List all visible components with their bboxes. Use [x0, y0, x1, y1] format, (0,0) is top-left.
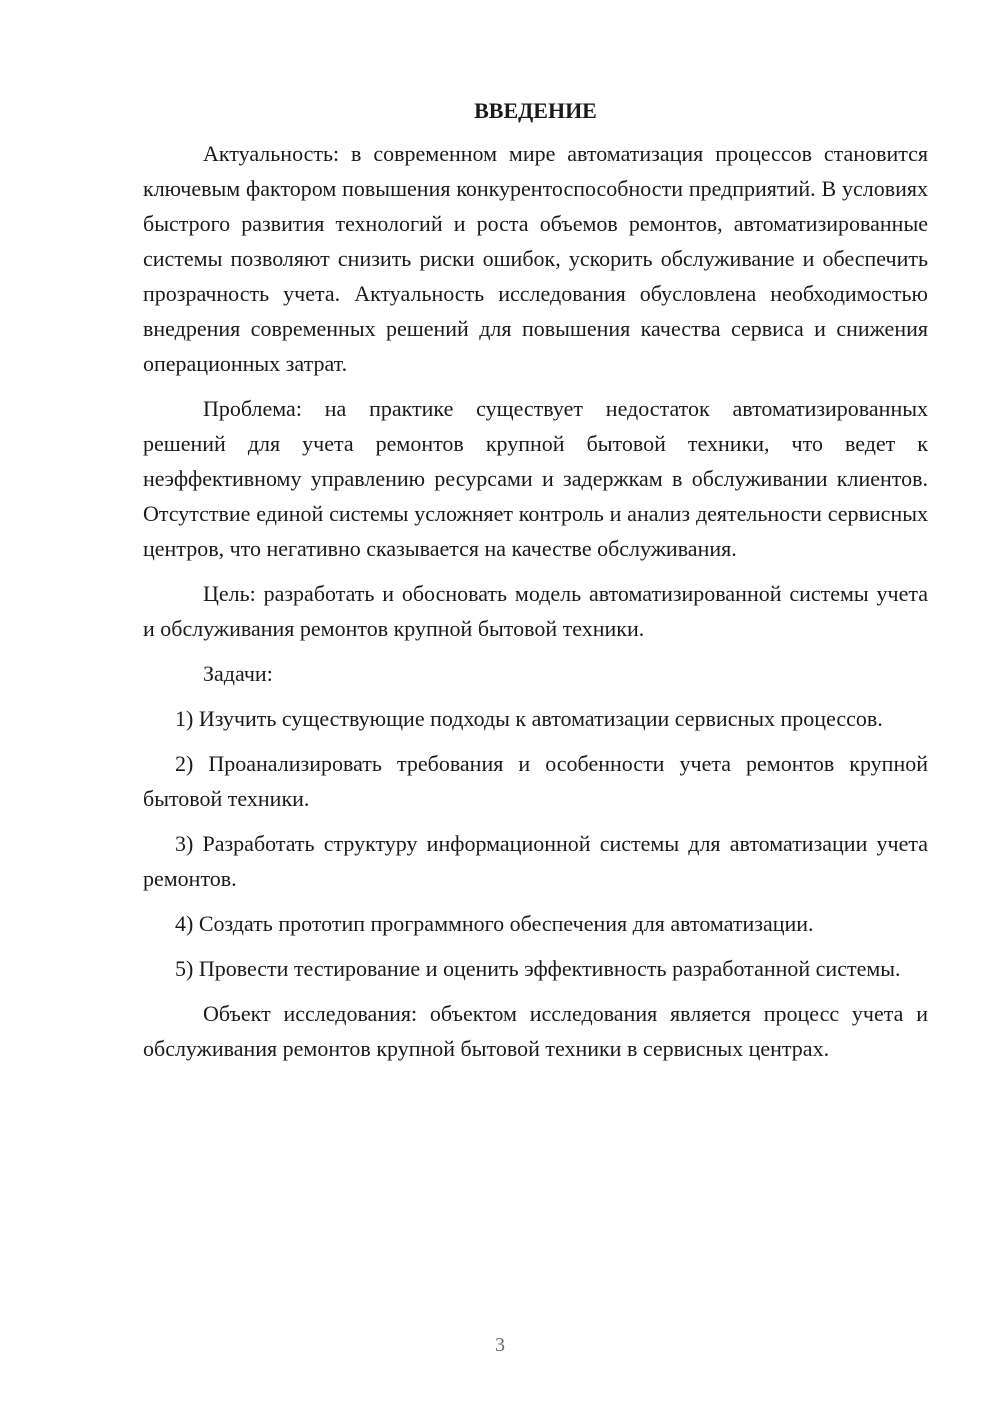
section-heading: ВВЕДЕНИЕ	[474, 98, 597, 123]
task-item: 3) Разработать структуру информационной системы для автоматизации учета ремонтов.	[143, 831, 928, 891]
task-item: 1) Изучить существующие подходы к автоматизации сервисных процессов.	[175, 706, 883, 731]
problem-paragraph: Проблема: на практике существует недостаток автоматизированных решений для учета ремонтов крупной бытовой техники, что ведет к неэффективному управлению ресурсами и задержкам в обслуживании клиентов. Отсутствие единой системы усложняет контроль и анализ деятельности сервисных центров, что негативно сказывается на качестве обслуживания.	[143, 396, 928, 561]
tasks-label: Задачи:	[203, 661, 273, 686]
task-item: 4) Создать прототип программного обеспечения для автоматизации.	[175, 911, 814, 936]
document-page	[143, 96, 928, 1076]
page-number: 3	[495, 1334, 505, 1356]
relevance-paragraph: Актуальность: в современном мире автоматизация процессов становится ключевым фактором повышения конкурентоспособности предприятий. В условиях быстрого развития технологий и роста объемов ремонтов, автоматизированные системы позволяют снизить риски ошибок, ускорить обслуживание и обеспечить прозрачность учета. Актуальность исследования обусловлена необходимостью внедрения современных решений для повышения качества сервиса и снижения операционных затрат.	[143, 141, 928, 376]
object-paragraph: Объект исследования: объектом исследования является процесс учета и обслуживания ремонтов крупной бытовой техники в сервисных центрах.	[143, 1001, 928, 1061]
task-item: 2) Проанализировать требования и особенности учета ремонтов крупной бытовой техники.	[143, 751, 928, 811]
goal-paragraph: Цель: разработать и обосновать модель автоматизированной системы учета и обслуживания ремонтов крупной бытовой техники.	[143, 581, 928, 641]
task-item: 5) Провести тестирование и оценить эффективность разработанной системы.	[175, 956, 901, 981]
